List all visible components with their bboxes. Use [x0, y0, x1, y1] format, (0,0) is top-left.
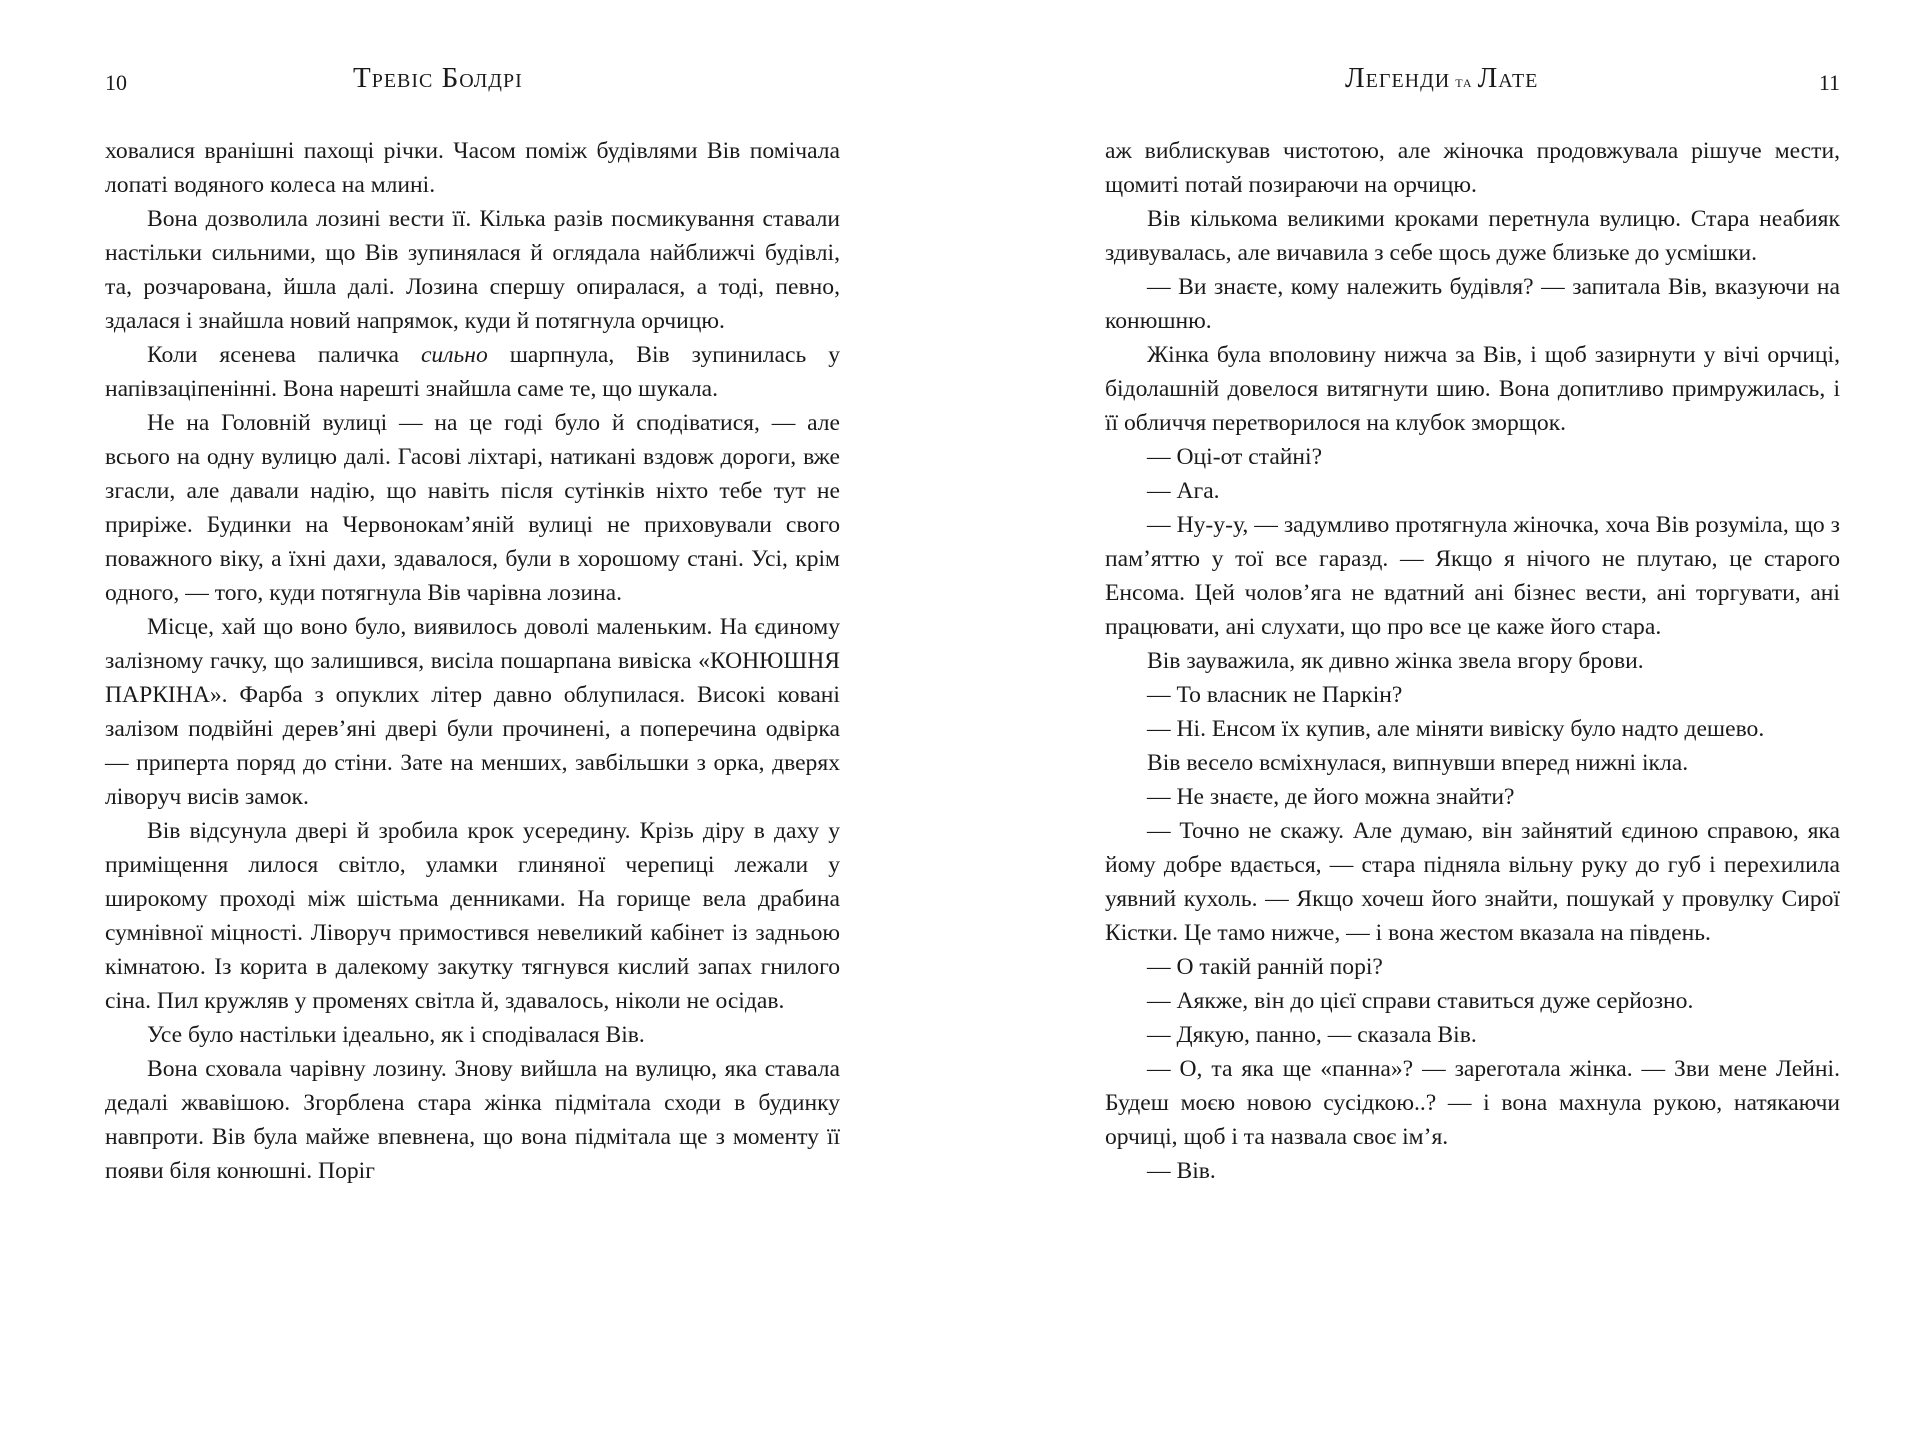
dialogue-line: — О такій ранній порі?	[1147, 954, 1383, 980]
title-connector: та	[1455, 72, 1473, 91]
title-part-2: Лате	[1477, 62, 1539, 94]
author-running-head: Тревіс Болдрі	[353, 62, 523, 94]
dialogue-line: — Оці-от стайні?	[1147, 444, 1323, 470]
left-running-head	[105, 62, 840, 102]
paragraph: Вів весело всміхнулася, випнувши вперед нижні ікла.	[1147, 750, 1689, 776]
paragraph: Вона дозволила лозині вести її. Кілька разів посмикування ставали настільки сильними, що Вів зупинялася й оглядала найближчі будівлі, та, розчарована, йшла далі. Лозина спершу опиралася, а тоді, певно, здалася і знайшла новий напрямок, куди й потягнула орчицю.	[105, 206, 840, 334]
left-page	[105, 0, 840, 1440]
emphasis-word: сильно	[420, 342, 488, 368]
dialogue-line: — О, та яка ще «панна»? — зареготала жінка. — Зви мене Лейні. Будеш моєю новою сусідкою..? — і вона махнула рукою, натякаючи орчиці, щоб і та назвала своє ім’я.	[1105, 1056, 1840, 1150]
left-page-number: 10	[105, 70, 127, 95]
right-page	[1105, 0, 1840, 1440]
dialogue-line: — То власник не Паркін?	[1147, 682, 1403, 708]
dialogue-line: — Ну-у-у, — задумливо протягнула жіночка, хоча Вів розуміла, що з пам’яттю у тої все гаразд. — Якщо я нічого не плутаю, це старого Енсома. Цей чолов’яга не вдатний ані бізнес вести, ані торгувати, ані працювати, ані слухати, що про все це каже його стара.	[1105, 512, 1840, 640]
paragraph: Не на Головній вулиці — на це годі було й сподіватися, — але всього на одну вулицю далі. Гасові ліхтарі, натикані вздовж дороги, вже згасли, але давали надію, що навіть після сутінків ніхто тебе тут не приріже. Будинки на Червонокам’яній вулиці не приховували свого поважного віку, а їхні дахи, здавалося, були в хорошому стані. Усі, крім одного, — того, куди потягнула Вів чарівна лозина.	[105, 410, 840, 606]
paragraph: Вона сховала чарівну лозину. Знову вийшла на вулицю, яка ставала дедалі жвавішою. Згорблена стара жінка підмітала сходи в будинку навпроти. Вів була майже впевнена, що вона підмітала ще з моменту її появи біля конюшні. Поріг	[105, 1056, 840, 1184]
dialogue-line: — Ви знаєте, кому належить будівля? — запитала Вів, вказуючи на конюшню.	[1105, 274, 1840, 334]
right-running-head	[1105, 62, 1840, 102]
dialogue-line: — Ні. Енсом їх купив, але міняти вивіску було надто дешево.	[1147, 716, 1765, 742]
book-title-running-head	[1345, 62, 1538, 95]
dialogue-line: — Вів.	[1147, 1158, 1216, 1184]
dialogue-line: — Аякже, він до цієї справи ставиться дуже серйозно.	[1147, 988, 1694, 1014]
paragraph: Вів кількома великими кроками перетнула вулицю. Стара неабияк здивувалась, але вичавила з себе щось дуже близьке до усмішки.	[1105, 206, 1840, 266]
paragraph: Усе було настільки ідеально, як і сподівалася Вів.	[147, 1022, 645, 1048]
paragraph: Місце, хай що воно було, виявилось доволі маленьким. На єдиному залізному гачку, що залишився, висіла пошарпана вивіска «КОНЮШНЯ ПАРКІНА». Фарба з опуклих літер давно облупилася. Високі ковані залізом подвійні дерев’яні двері були прочинені, а поперечина одвірка — приперта поряд до стіни. Зате на менших, завбільшки з орка, дверях ліворуч висів замок.	[105, 614, 840, 810]
paragraph: Вів відсунула двері й зробила крок усередину. Крізь діру в даху у приміщення лилося світло, уламки глиняної черепиці лежали у широкому проході між шістьма денниками. На горище вела драбина сумнівної міцності. Ліворуч примостився невеликий кабінет із задньою кімнатою. Із корита в далекому закутку тягнувся кислий запах гнилого сіна. Пил кружляв у променях світла й, здавалось, ніколи не осідав.	[105, 818, 840, 1014]
paragraph: ховалися вранішні пахощі річки. Часом поміж будівлями Вів помічала лопаті водяного колеса на млині.	[105, 138, 840, 198]
right-body-text	[1105, 134, 1840, 1188]
paragraph-lead: Коли ясенева паличка	[147, 342, 421, 368]
paragraph-with-emphasis	[105, 338, 840, 406]
left-body-text	[105, 134, 840, 1188]
dialogue-line: — Дякую, панно, — сказала Вів.	[1147, 1022, 1477, 1048]
paragraph-tail: шарпнула, Вів зупинилась у напівзаціпенінні. Вона нарешті знайшла саме те, що шукала.	[105, 342, 840, 402]
dialogue-line: — Точно не скажу. Але думаю, він зайнятий єдиною справою, яка йому добре вдається, — стара підняла вільну руку до губ і перехилила уявний кухоль. — Якщо хочеш його знайти, пошукай у провулку Сирої Кістки. Це тамо нижче, — і вона жестом вказала на південь.	[1105, 818, 1840, 946]
paragraph: Вів зауважила, як дивно жінка звела вгору брови.	[1147, 648, 1644, 674]
paragraph: аж виблискував чистотою, але жіночка продовжувала рішуче мести, щомиті потай позираючи на орчицю.	[1105, 138, 1840, 198]
right-page-number: 11	[1818, 70, 1840, 95]
title-part-1: Легенди	[1345, 62, 1451, 94]
dialogue-line: — Не знаєте, де його можна знайти?	[1147, 784, 1515, 810]
paragraph: Жінка була вполовину нижча за Вів, і щоб зазирнути у вічі орчиці, бідолашній довелося витягнути шию. Вона допитливо примружилась, і її обличчя перетворилося на клубок зморщок.	[1105, 342, 1840, 436]
dialogue-line: — Ага.	[1147, 478, 1220, 504]
